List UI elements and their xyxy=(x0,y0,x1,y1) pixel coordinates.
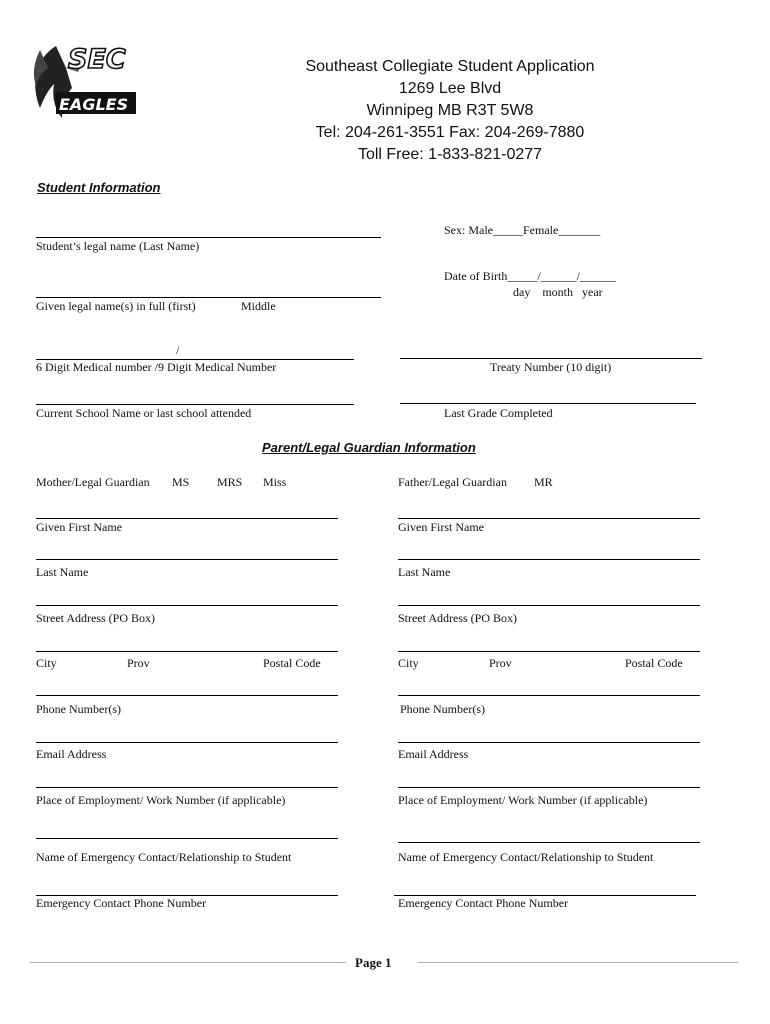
mother-first-name-field[interactable] xyxy=(36,518,338,519)
treaty-number-label: Treaty Number (10 digit) xyxy=(490,360,612,374)
mother-email-label: Email Address xyxy=(36,747,107,761)
sex-field[interactable]: Sex: Male_____Female_______ xyxy=(444,223,601,237)
mother-emergency-phone-label: Emergency Contact Phone Number xyxy=(36,896,207,910)
father-postal-label: Postal Code xyxy=(625,656,683,670)
father-last-name-label: Last Name xyxy=(398,565,451,579)
mother-phone-field[interactable] xyxy=(36,695,338,696)
mother-street-label: Street Address (PO Box) xyxy=(36,611,155,625)
mother-city-label: City xyxy=(36,656,57,670)
sec-eagles-logo xyxy=(26,38,141,128)
mother-phone-label: Phone Number(s) xyxy=(36,702,121,716)
medical-slash: / xyxy=(176,343,180,357)
mother-first-name-label: Given First Name xyxy=(36,520,122,534)
mother-emergency-label: Name of Emergency Contact/Relationship to Student xyxy=(36,850,292,864)
father-label: Father/Legal Guardian xyxy=(398,475,507,489)
mother-city-field[interactable] xyxy=(36,651,338,652)
toll-free-line: Toll Free: 1-833-821-0277 xyxy=(357,146,543,163)
dob-field[interactable]: Date of Birth_____/______/______ xyxy=(444,269,616,283)
page-number: Page 1 xyxy=(355,955,392,970)
footer-rule-right xyxy=(418,962,738,963)
guardian-info-heading: Parent/Legal Guardian Information xyxy=(262,440,476,455)
mother-employment-field[interactable] xyxy=(36,787,338,788)
father-last-name-field[interactable] xyxy=(398,559,700,560)
treaty-number-field[interactable] xyxy=(400,358,702,359)
mother-prov-label: Prov xyxy=(127,656,150,670)
title-miss-option[interactable]: Miss xyxy=(263,475,287,489)
address-line: 1269 Lee Blvd xyxy=(398,80,502,97)
svg-text:EAGLES: EAGLES xyxy=(59,95,129,114)
grade-field[interactable] xyxy=(400,403,696,404)
svg-text:SEC: SEC xyxy=(68,44,126,75)
mother-street-field[interactable] xyxy=(36,605,338,606)
father-phone-label: Phone Number(s) xyxy=(400,702,485,716)
dob-sublabel: day month year xyxy=(513,285,603,299)
legal-name-label: Student’s legal name (Last Name) xyxy=(36,239,200,253)
student-info-heading: Student Information xyxy=(37,180,161,195)
father-first-name-field[interactable] xyxy=(398,518,700,519)
father-first-name-label: Given First Name xyxy=(398,520,484,534)
given-name-field[interactable] xyxy=(36,297,381,298)
mother-label: Mother/Legal Guardian xyxy=(36,475,150,489)
father-email-field[interactable] xyxy=(398,742,700,743)
school-field[interactable] xyxy=(36,404,354,405)
given-name-label: Given legal name(s) in full (first) xyxy=(36,299,196,313)
title-ms-option[interactable]: MS xyxy=(172,475,190,489)
father-employment-field[interactable] xyxy=(398,787,700,788)
grade-label: Last Grade Completed xyxy=(444,406,553,420)
medical-number-label: 6 Digit Medical number /9 Digit Medical Number xyxy=(36,360,277,374)
school-label: Current School Name or last school attended xyxy=(36,406,252,420)
mother-last-name-label: Last Name xyxy=(36,565,89,579)
phone-fax-line: Tel: 204-261-3551 Fax: 204-269-7880 xyxy=(315,124,585,141)
father-emergency-label: Name of Emergency Contact/Relationship to Student xyxy=(398,850,654,864)
title-mr-option[interactable]: MR xyxy=(534,475,553,489)
legal-name-field[interactable] xyxy=(36,237,381,238)
mother-employment-label: Place of Employment/ Work Number (if applicable) xyxy=(36,793,286,807)
father-emergency-field[interactable] xyxy=(398,842,700,843)
mother-emergency-field[interactable] xyxy=(36,838,338,839)
mother-last-name-field[interactable] xyxy=(36,559,338,560)
city-line: Winnipeg MB R3T 5W8 xyxy=(366,102,534,119)
father-street-label: Street Address (PO Box) xyxy=(398,611,517,625)
father-phone-field[interactable] xyxy=(398,695,700,696)
father-street-field[interactable] xyxy=(398,605,700,606)
father-email-label: Email Address xyxy=(398,747,469,761)
title-mrs-option[interactable]: MRS xyxy=(217,475,243,489)
school-name: Southeast Collegiate Student Application xyxy=(305,58,595,75)
father-city-label: City xyxy=(398,656,419,670)
father-prov-label: Prov xyxy=(489,656,512,670)
mother-email-field[interactable] xyxy=(36,742,338,743)
middle-name-label: Middle xyxy=(241,299,276,313)
father-emergency-phone-label: Emergency Contact Phone Number xyxy=(398,896,569,910)
father-employment-label: Place of Employment/ Work Number (if applicable) xyxy=(398,793,648,807)
footer-rule-left xyxy=(30,962,346,963)
mother-postal-label: Postal Code xyxy=(263,656,321,670)
father-city-field[interactable] xyxy=(398,651,700,652)
